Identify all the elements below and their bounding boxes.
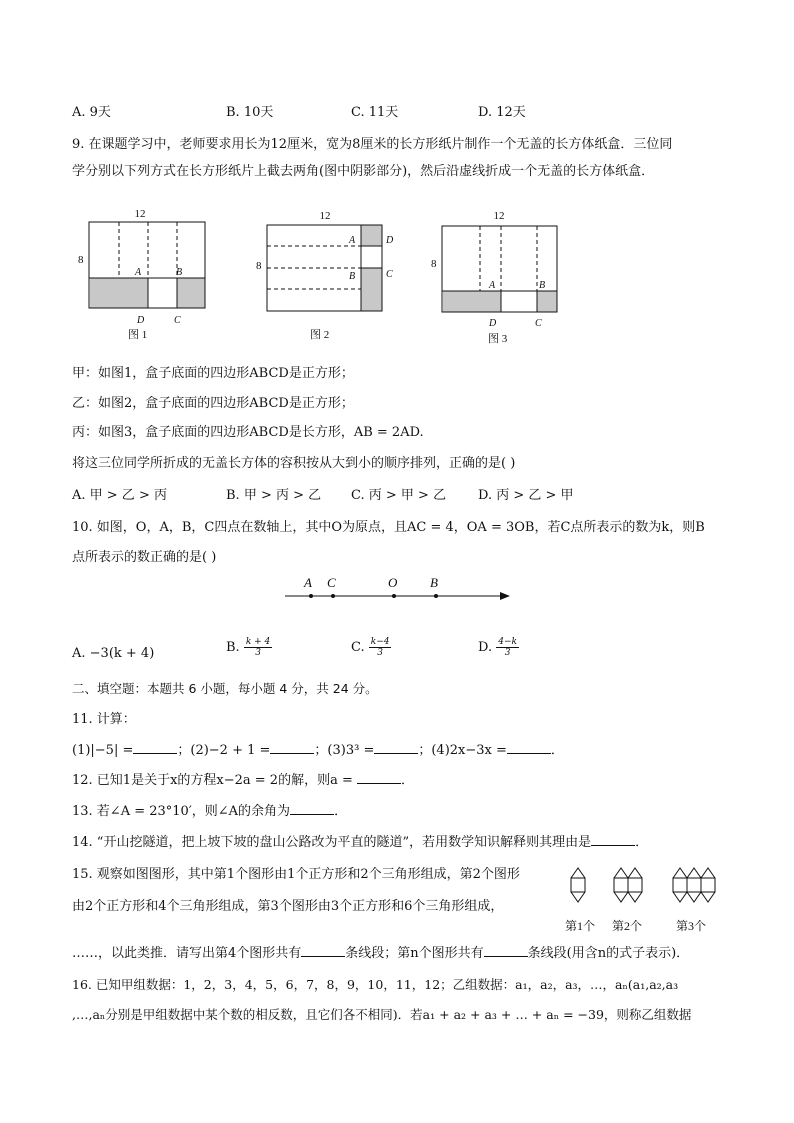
svg-text:O: O	[388, 575, 398, 590]
svg-text:C: C	[327, 575, 336, 590]
q8-option-d: D. 12天	[478, 105, 526, 120]
svg-text:C: C	[386, 269, 393, 280]
q10-option-c: C. $\frac{k-4}{3}$	[351, 637, 390, 658]
q9-figures	[0, 195, 794, 355]
svg-text:B: B	[539, 280, 546, 291]
q12-line: 12. 已知1是关于x的方程x−2a = 2的解，则a = ．	[72, 773, 415, 788]
q9-statement-bing: 丙：如图3，盒子底面的四边形ABCD是长方形，AB = 2AD.	[72, 425, 424, 440]
q10-stem-line2: 点所表示的数正确的是( )	[72, 550, 217, 565]
q15-blank-1	[301, 944, 345, 957]
fig2-shade-top	[361, 225, 382, 246]
q14-line: 14. “开山挖隧道，把上坡下坡的盘山公路改为平直的隧道”，若用数学知识解释则其理由是 ．	[72, 835, 649, 850]
q15-blank-2	[484, 944, 528, 957]
q13-line: 13. 若∠A = 23°10′，则∠A的余角为 ．	[72, 804, 348, 819]
svg-text:A: A	[304, 575, 312, 590]
fig3-caption: 图 3	[488, 333, 508, 345]
point-c	[331, 594, 335, 598]
svg-text:A: A	[135, 267, 142, 278]
fig1-width-label: 12	[134, 208, 146, 220]
q8-option-c: C. 11天	[351, 105, 399, 120]
q8-option-a: A. 9天	[72, 105, 111, 120]
pattern-figure-1	[571, 868, 585, 902]
q15-line1: 15. 观察如图图形，其中第1个图形由1个正方形和2个三角形组成，第2个图形	[72, 867, 520, 882]
q9-option-d: D. 丙 > 乙 > 甲	[478, 488, 574, 503]
q10-option-a: A. −3(k + 4)	[72, 646, 155, 661]
figure-1	[78, 208, 205, 341]
q10-option-b: B. $\frac{k + 4}{3}$	[226, 637, 271, 658]
figure-3	[431, 210, 557, 345]
q9-option-c: C. 丙 > 甲 > 乙	[351, 488, 447, 503]
q9-option-a: A. 甲 > 乙 > 丙	[72, 488, 167, 503]
q9-stem-line1: 9. 在课题学习中，老师要求用长为12厘米，宽为8厘米的长方形纸片制作一个无盖的长方体纸盒．三位同	[72, 137, 673, 152]
svg-text:D: D	[489, 318, 497, 329]
q11-blank-4	[507, 741, 551, 754]
point-o	[392, 594, 396, 598]
svg-text:D: D	[386, 235, 394, 246]
svg-text:A: A	[489, 280, 496, 291]
svg-text:B: B	[349, 271, 356, 282]
q8-option-b: B. 10天	[226, 105, 274, 120]
q14-blank	[591, 833, 635, 846]
svg-text:D: D	[137, 315, 145, 326]
fig2-width-label: 12	[319, 210, 331, 222]
fig2-shade-bottom	[361, 268, 382, 311]
q15-pattern-figures	[560, 862, 730, 938]
q11-stem: 11. 计算：	[72, 712, 136, 727]
fig3-shade-left	[443, 291, 501, 312]
q12-blank	[357, 771, 401, 784]
q10-option-d: D. $\frac{4-k}{3}$	[478, 637, 517, 658]
svg-text:B: B	[176, 267, 183, 278]
section2-heading: 二、填空题：本题共 6 小题，每小题 4 分，共 24 分。	[72, 681, 378, 696]
fig3-width-label: 12	[493, 210, 505, 222]
point-a	[309, 594, 313, 598]
figure-2	[256, 210, 394, 341]
fig2-height-label: 8	[256, 260, 262, 272]
svg-text:B: B	[430, 575, 438, 590]
fig3-height-label: 8	[431, 258, 437, 270]
fig1-shade-left	[90, 278, 148, 308]
svg-text:C: C	[535, 318, 542, 329]
q10-stem-line1: 10. 如图，O，A，B，C四点在数轴上，其中O为原点，且AC = 4，OA = 3OB，若C点所表示的数为k，则B	[72, 520, 705, 535]
svg-text:A: A	[349, 235, 356, 246]
q9-statement-yi: 乙：如图2，盒子底面的四边形ABCD是正方形；	[72, 396, 354, 411]
pattern-figure-3	[673, 868, 715, 902]
fig1-shade-right	[177, 278, 205, 308]
q15-line2: 由2个正方形和4个三角形组成，第3个图形由3个正方形和6个三角形组成，	[72, 899, 504, 914]
q9-question: 将这三位同学所折成的无盖长方体的容积按从大到小的顺序排列，正确的是( )	[72, 456, 516, 471]
svg-text:C: C	[174, 315, 181, 326]
pattern-figure-2	[614, 868, 642, 902]
q9-option-b: B. 甲 > 丙 > 乙	[226, 488, 322, 503]
q11-parts: (1)|−5| = ；(2)−2 + 1 = ；(3)3³ = ；(4)2x−3x = ．	[72, 743, 564, 758]
q9-stem-line2: 学分别以下列方式在长方形纸片上截去两角(图中阴影部分)，然后沿虚线折成一个无盖的长方体纸盒．	[72, 164, 655, 179]
q13-blank	[290, 802, 334, 815]
fig2-caption: 图 2	[310, 329, 330, 341]
svg-text:第2个: 第2个	[612, 919, 643, 933]
fig1-caption: 图 1	[128, 329, 148, 341]
q16-line1: 16. 已知甲组数据：1，2，3，4，5，6，7，8，9，10，11，12；乙组数据：a₁，a₂，a₃，…，aₙ(a₁,a₂,a₃	[72, 977, 679, 992]
q11-blank-3	[374, 741, 418, 754]
axis-arrow	[500, 592, 510, 600]
q15-line3: ……，以此类推．请写出第4个图形共有 条线段；第n个图形共有 条线段(用含n的式子表示)．	[72, 946, 690, 961]
point-b	[434, 594, 438, 598]
svg-text:第1个: 第1个	[565, 919, 596, 933]
q9-statement-jia: 甲：如图1，盒子底面的四边形ABCD是正方形；	[72, 366, 354, 381]
q11-blank-2	[270, 741, 314, 754]
q16-line2: ,…,aₙ分别是甲组数据中某个数的相反数，且它们各不相同)．若a₁ + a₂ + a₃ + … + aₙ = −39，则称乙组数据	[72, 1007, 692, 1022]
q11-blank-1	[133, 741, 177, 754]
fig3-shade-right	[537, 291, 557, 312]
svg-text:第3个: 第3个	[676, 919, 707, 933]
fig1-height-label: 8	[78, 254, 84, 266]
q10-number-line	[280, 572, 520, 608]
